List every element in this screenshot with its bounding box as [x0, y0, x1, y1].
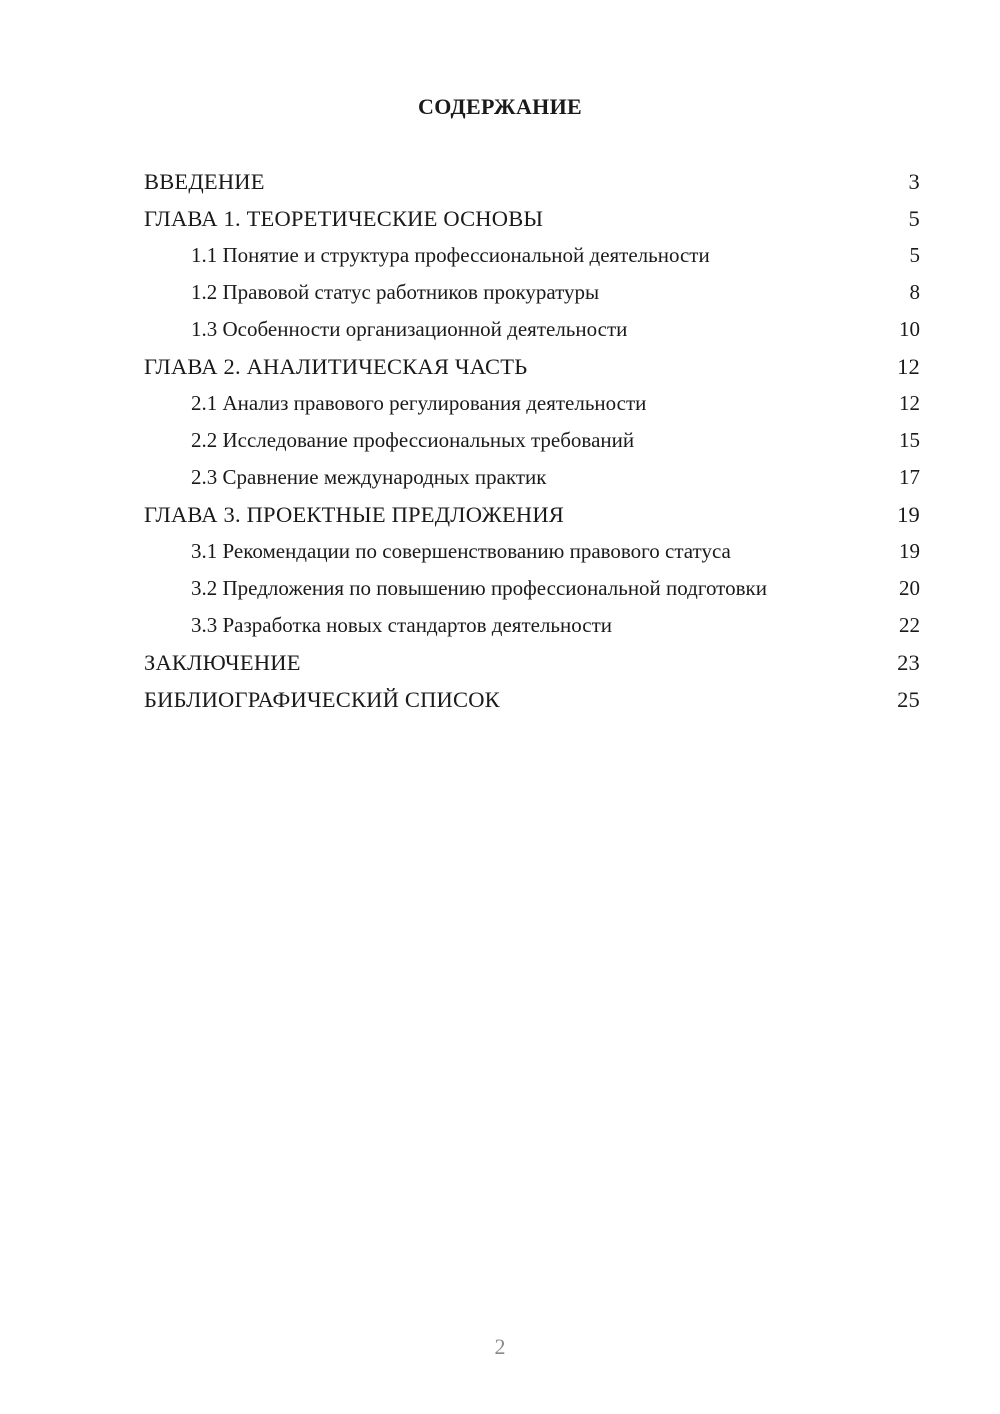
toc-entry-title: ГЛАВА 1. ТЕОРЕТИЧЕСКИЕ ОСНОВЫ: [144, 206, 544, 231]
toc-entry-chapter-1[interactable]: [144, 205, 920, 232]
toc-entry-title: 3.3 Разработка новых стандартов деятельности: [191, 613, 612, 637]
toc-entry-title: 3.2 Предложения по повышению профессиональной подготовки: [191, 576, 767, 600]
toc-entry-section-2-1[interactable]: [144, 390, 920, 417]
toc-entry-section-1-2[interactable]: [144, 279, 920, 306]
toc-entry-title: 2.2 Исследование профессиональных требований: [191, 428, 635, 452]
toc-entry-page: 19: [897, 502, 920, 527]
toc-entry-title: БИБЛИОГРАФИЧЕСКИЙ СПИСОК: [144, 687, 500, 712]
toc-entry-page: 17: [899, 465, 920, 489]
table-of-contents: [144, 168, 920, 723]
toc-entry-page: 10: [899, 317, 920, 341]
toc-entry-section-1-3[interactable]: [144, 316, 920, 343]
toc-entry-section-3-3[interactable]: [144, 612, 920, 639]
toc-entry-page: 23: [897, 650, 920, 675]
toc-entry-title: 1.1 Понятие и структура профессиональной деятельности: [191, 243, 710, 267]
toc-entry-page: 12: [899, 391, 920, 415]
toc-entry-chapter-2[interactable]: [144, 353, 920, 380]
page-number: 2: [494, 1334, 506, 1359]
toc-entry-title: ГЛАВА 2. АНАЛИТИЧЕСКАЯ ЧАСТЬ: [144, 354, 528, 379]
toc-entry-page: 25: [897, 687, 920, 712]
toc-entry-title: 1.2 Правовой статус работников прокуратуры: [191, 280, 600, 304]
toc-entry-page: 12: [897, 354, 920, 379]
toc-entry-page: 8: [909, 280, 920, 304]
toc-entry-section-1-1[interactable]: [144, 242, 920, 269]
toc-entry-page: 5: [909, 243, 920, 267]
toc-entry-bibliography[interactable]: [144, 686, 920, 713]
toc-entry-chapter-3[interactable]: [144, 501, 920, 528]
toc-entry-section-2-2[interactable]: [144, 427, 920, 454]
toc-entry-page: 22: [899, 613, 920, 637]
toc-entry-section-2-3[interactable]: [144, 464, 920, 491]
toc-entry-page: 5: [908, 206, 920, 231]
toc-entry-title: ВВЕДЕНИЕ: [144, 169, 265, 194]
page-title: СОДЕРЖАНИЕ: [418, 94, 582, 119]
toc-entry-title: ЗАКЛЮЧЕНИЕ: [144, 650, 301, 675]
toc-entry-page: 20: [899, 576, 920, 600]
toc-entry-section-3-2[interactable]: [144, 575, 920, 602]
toc-entry-page: 19: [899, 539, 920, 563]
toc-entry-title: 1.3 Особенности организационной деятельности: [191, 317, 628, 341]
toc-entry-section-3-1[interactable]: [144, 538, 920, 565]
toc-entry-title: ГЛАВА 3. ПРОЕКТНЫЕ ПРЕДЛОЖЕНИЯ: [144, 502, 565, 527]
toc-entry-title: 3.1 Рекомендации по совершенствованию правового статуса: [191, 539, 731, 563]
toc-entry-page: 15: [899, 428, 920, 452]
toc-entry-page: 3: [908, 169, 920, 194]
toc-entry-introduction[interactable]: [144, 168, 920, 195]
toc-entry-conclusion[interactable]: [144, 649, 920, 676]
toc-entry-title: 2.1 Анализ правового регулирования деятельности: [191, 391, 647, 415]
toc-entry-title: 2.3 Сравнение международных практик: [191, 465, 547, 489]
